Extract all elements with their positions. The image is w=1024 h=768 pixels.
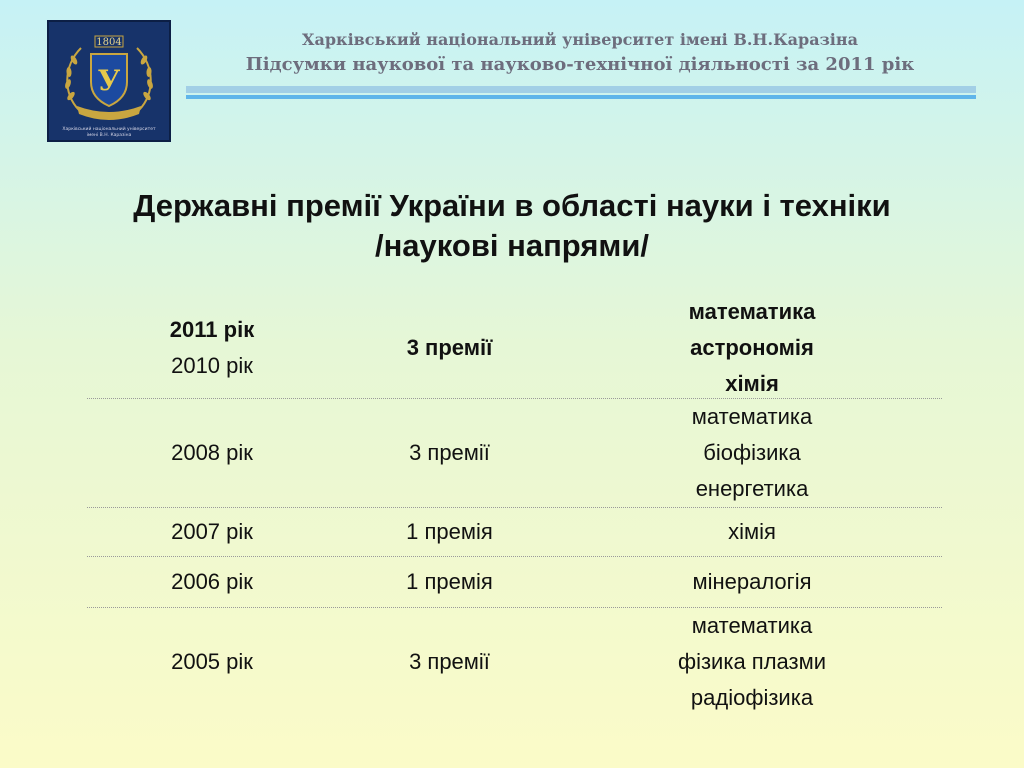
year-value: 2005 рік (171, 649, 253, 674)
field-name: астрономія (690, 335, 814, 360)
year-value: 2008 рік (171, 440, 253, 465)
prize-count: 3 премії (409, 440, 490, 465)
field-name: мінералогія (692, 569, 812, 594)
fields-cell (632, 298, 872, 398)
awards-table (87, 298, 942, 716)
university-logo (47, 20, 171, 142)
slide-title-line1: Державні премії України в області науки і техніки (133, 188, 891, 223)
prize-count: 3 премії (406, 335, 493, 360)
logo-caption-line1: Харківський національний університет (62, 127, 156, 132)
fields-cell (632, 399, 872, 507)
field-name: хімія (728, 519, 776, 544)
university-name: Харківський національний університет імені В.Н.Каразіна (302, 30, 858, 49)
field-name: радіофізика (690, 685, 814, 710)
slide-title (30, 186, 994, 266)
fields-cell (632, 608, 872, 716)
report-subtitle: Підсумки наукової та науково-технічної діяльності за 2011 рік (245, 54, 915, 75)
slide-title-line2: /наукові напрями/ (374, 228, 650, 263)
field-name: математика (691, 404, 813, 429)
table-row (87, 298, 942, 399)
year-value: 2007 рік (171, 519, 253, 544)
header-rule-dark (186, 95, 976, 99)
header-rule-light (186, 86, 976, 93)
table-row (87, 608, 942, 716)
year-value: 2006 рік (171, 569, 253, 594)
prize-count: 1 премія (406, 519, 493, 544)
fields-cell (632, 557, 872, 607)
table-row (87, 399, 942, 508)
prize-count: 3 премії (409, 649, 490, 674)
logo-letter: У (97, 64, 121, 97)
table-row (87, 557, 942, 608)
table-row (87, 508, 942, 557)
field-name: математика (688, 299, 816, 324)
field-name: хімія (725, 371, 779, 396)
logo-year: 1804 (96, 37, 122, 48)
field-name: фізика плазми (677, 649, 827, 674)
field-name: біофізика (703, 440, 801, 465)
logo-caption-line2: імені В.Н. Каразіна (86, 133, 132, 138)
year-value: 2011 рік (169, 317, 255, 342)
field-name: енергетика (695, 476, 809, 501)
prize-count: 1 премія (406, 569, 493, 594)
year-value-extra: 2010 рік (171, 353, 253, 378)
fields-cell (632, 508, 872, 556)
field-name: математика (691, 613, 813, 638)
year-cell (122, 298, 302, 398)
